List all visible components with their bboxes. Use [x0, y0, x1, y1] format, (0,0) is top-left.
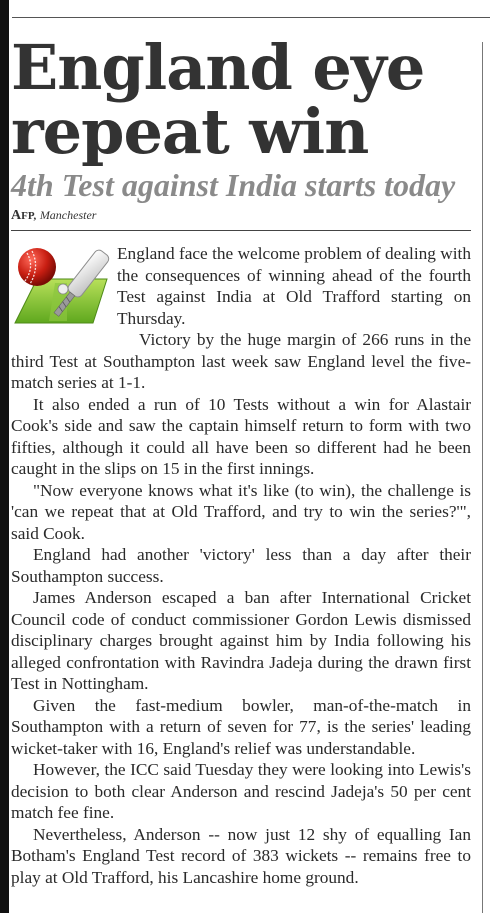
headline: England eye repeat win — [11, 31, 425, 168]
paragraph: Given the fast-medium bowler, man-of-the-match in Southampton with a return of seven for 77, is the series' leading wicket-taker with 16, England's relief was understandable. — [11, 695, 471, 758]
byline-agency-initial: A — [11, 208, 22, 223]
top-rule — [12, 17, 490, 18]
paragraph: "Now everyone knows what it's like (to win), the challenge is 'can we repeat that at Old Trafford, and try to win the series?'", said Cook. — [11, 480, 471, 543]
paragraph: James Anderson escaped a ban after International Cricket Council code of conduct commissioner Gordon Lewis dismissed disciplinary charges brought against him by India following his alleged confrontation with Ravindra Jadeja during the drawn first Test in Nottingham. — [11, 588, 471, 693]
byline-agency-rest: FP, — [21, 210, 37, 222]
paragraph: Nevertheless, Anderson -- now just 12 shy of equalling Ian Botham's England Test record of 383 wickets -- remains free to play at Old Trafford, his Lancashire home ground. — [11, 824, 471, 887]
paragraph: Victory by the huge margin of 266 runs in the third Test at Southampton last week saw England level the five-match series at 1-1. — [11, 330, 471, 392]
paragraph: England face the welcome problem of dealing with the consequences of winning ahead of the fourth Test against India at Old Trafford starting on Thursday. — [117, 244, 471, 328]
column-rule — [482, 42, 483, 913]
article — [11, 31, 471, 888]
byline-rule — [11, 230, 471, 231]
page-left-edge — [0, 0, 9, 913]
byline-agency — [11, 208, 36, 223]
paragraph: However, the ICC said Tuesday they were looking into Lewis's decision to both clear Anderson and rescind Jadeja's 50 per cent match fee fine. — [11, 760, 471, 822]
subtitle: 4th Test against India starts today — [11, 167, 456, 203]
byline — [11, 208, 471, 224]
paragraph: It also ended a run of 10 Tests without a win for Alastair Cook's side and saw the captain himself return to form with two fifties, although it could all have been so different had he been caught in the slips on 15 in the first innings. — [11, 394, 471, 478]
article-body — [11, 243, 471, 888]
cricket-icon — [11, 243, 111, 331]
paragraph: England had another 'victory' less than a day after their Southampton success. — [11, 545, 471, 586]
byline-place: Manchester — [39, 208, 97, 222]
